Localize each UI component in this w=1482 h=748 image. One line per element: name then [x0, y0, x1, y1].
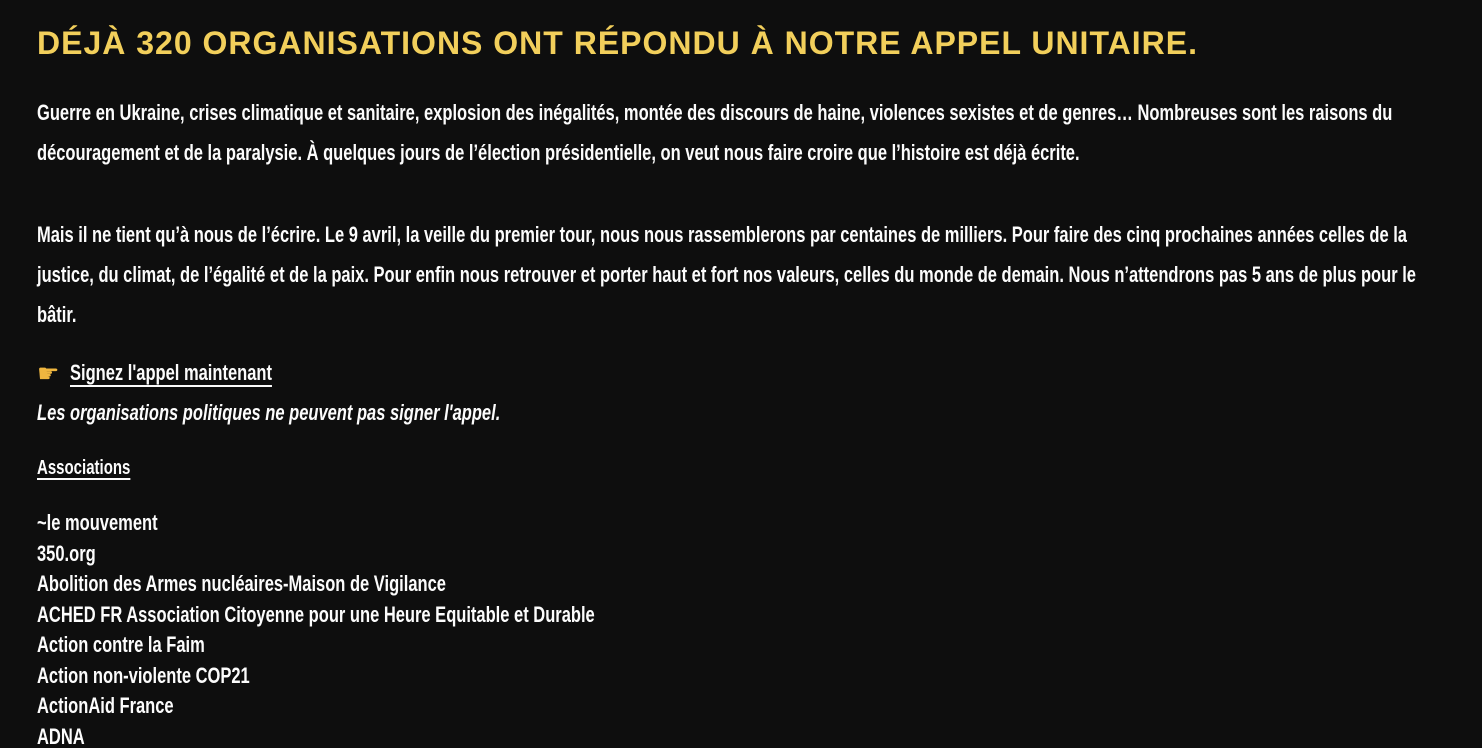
intro-paragraph-1: Guerre en Ukraine, crises climatique et sanitaire, explosion des inégalités, montée des discours de haine, violences sexistes et de genres… Nombreuses sont les raisons du découragement et de la paralysie. À quelques jours de l’élection présidentielle, on veut nous faire croire que l’histoire est déjà écrite.	[37, 100, 1393, 165]
cta-note: Les organisations politiques ne peuvent pas signer l'appel.	[37, 400, 501, 425]
page-title: DÉJÀ 320 ORGANISATIONS ONT RÉPONDU À NOTRE APPEL UNITAIRE.	[37, 25, 1198, 61]
associations-list	[37, 508, 1422, 748]
pointing-hand-icon: ☛	[37, 358, 60, 388]
organization-list-item: ~le mouvement	[37, 510, 158, 535]
organization-list-item: Action non-violente COP21	[37, 662, 250, 688]
intro-paragraph-2: Mais il ne tient qu’à nous de l’écrire. Le 9 avril, la veille du premier tour, nous nous rassemblerons par centaines de milliers. Pour faire des cinq prochaines années celles de la justice, du climat, de l’égalité et de la paix. Pour enfin nous retrouver et porter haut et fort nos valeurs, celles du monde de demain. Nous n’attendrons pas 5 ans de plus pour le bâtir.	[37, 222, 1416, 327]
organization-list-item: Abolition des Armes nucléaires-Maison de Vigilance	[37, 571, 446, 596]
cta-row	[37, 353, 1422, 393]
associations-section	[37, 457, 1422, 480]
organization-list-item: ADNA	[37, 723, 85, 748]
sign-appeal-link[interactable]: Signez l'appel maintenant	[70, 360, 273, 385]
organization-list-item: ACHED FR Association Citoyenne pour une Heure Equitable et Durable	[37, 601, 595, 627]
associations-heading: Associations	[37, 457, 131, 479]
organization-list-item: 350.org	[37, 540, 96, 566]
organization-list-item: Action contre la Faim	[37, 632, 205, 657]
organization-list-item: ActionAid France	[37, 693, 174, 718]
